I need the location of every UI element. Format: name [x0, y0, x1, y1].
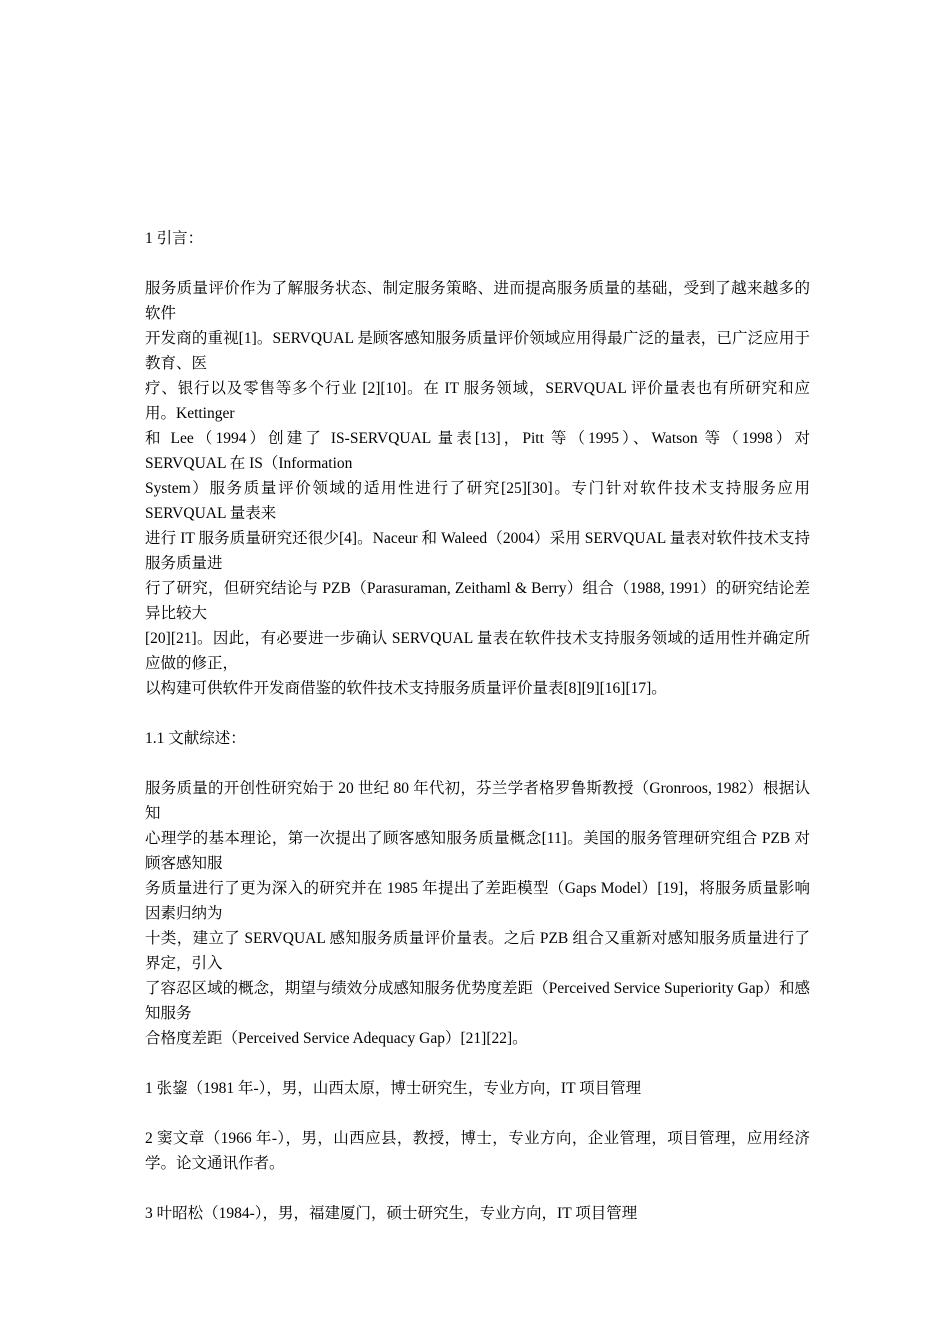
author-note-1: 1 张鋆（1981 年-），男，山西太原，博士研究生，专业方向，IT 项目管理 [145, 1080, 642, 1097]
section-title-literature-review: 1.1 文献综述： [145, 730, 246, 747]
literature-review-paragraph [145, 776, 810, 1051]
introduction-paragraph [145, 276, 810, 701]
paragraph-line: 开发商的重视[1]。SERVQUAL 是顾客感知服务质量评价领域应用得最广泛的量表，已广泛应用于教育、医 [145, 330, 810, 372]
paragraph-line: [20][21]。因此，有必要进一步确认 SERVQUAL 量表在软件技术支持服务领域的适用性并确定所应做的修正， [145, 630, 810, 672]
paragraph-line: 进行 IT 服务质量研究还很少[4]。Naceur 和 Waleed（2004）采用 SERVQUAL 量表对软件技术支持服务质量进 [145, 530, 810, 572]
paragraph-line: 服务质量评价作为了解服务状态、制定服务策略、进而提高服务质量的基础，受到了越来越多的软件 [145, 280, 810, 322]
paragraph-line: 疗、银行以及零售等多个行业 [2][10]。在 IT 服务领域，SERVQUAL 评价量表也有所研究和应用。Kettinger [145, 380, 810, 422]
paragraph-line: 务质量进行了更为深入的研究并在 1985 年提出了差距模型（Gaps Model）[19]，将服务质量影响因素归纳为 [145, 880, 810, 922]
paragraph-line: 心理学的基本理论，第一次提出了顾客感知服务质量概念[11]。美国的服务管理研究组合 PZB 对顾客感知服 [145, 830, 810, 872]
paragraph-line: 以构建可供软件开发商借鉴的软件技术支持服务质量评价量表[8][9][16][17]。 [145, 680, 667, 697]
section-title-introduction: 1 引言： [145, 230, 204, 247]
author-note-2: 2 窦文章（1966 年-），男，山西应县，教授，博士，专业方向，企业管理，项目管理，应用经济学。论文通讯作者。 [145, 1130, 810, 1172]
paragraph-line: 了容忍区域的概念，期望与绩效分成感知服务优势度差距（Perceived Service Superiority Gap）和感知服务 [145, 980, 810, 1022]
paragraph-line: 和 Lee（1994）创建了 IS-SERVQUAL 量表[13]，Pitt 等（1995）、Watson 等（1998）对 SERVQUAL 在 IS（Information [145, 430, 810, 472]
document-body [145, 226, 810, 1251]
paragraph-line: System）服务质量评价领域的适用性进行了研究[25][30]。专门针对软件技术支持服务应用 SERVQUAL 量表来 [145, 480, 810, 522]
paragraph-line: 十类，建立了 SERVQUAL 感知服务质量评价量表。之后 PZB 组合又重新对感知服务质量进行了界定，引入 [145, 930, 810, 972]
paragraph-line: 合格度差距（Perceived Service Adequacy Gap）[21][22]。 [145, 1030, 528, 1047]
author-note-3: 3 叶昭松（1984-），男，福建厦门，硕士研究生，专业方向，IT 项目管理 [145, 1205, 638, 1222]
paragraph-line: 行了研究，但研究结论与 PZB（Parasuraman, Zeithaml & Berry）组合（1988, 1991）的研究结论差异比较大 [145, 580, 810, 622]
paragraph-line: 服务质量的开创性研究始于 20 世纪 80 年代初，芬兰学者格罗鲁斯教授（Gronroos, 1982）根据认知 [145, 780, 810, 822]
